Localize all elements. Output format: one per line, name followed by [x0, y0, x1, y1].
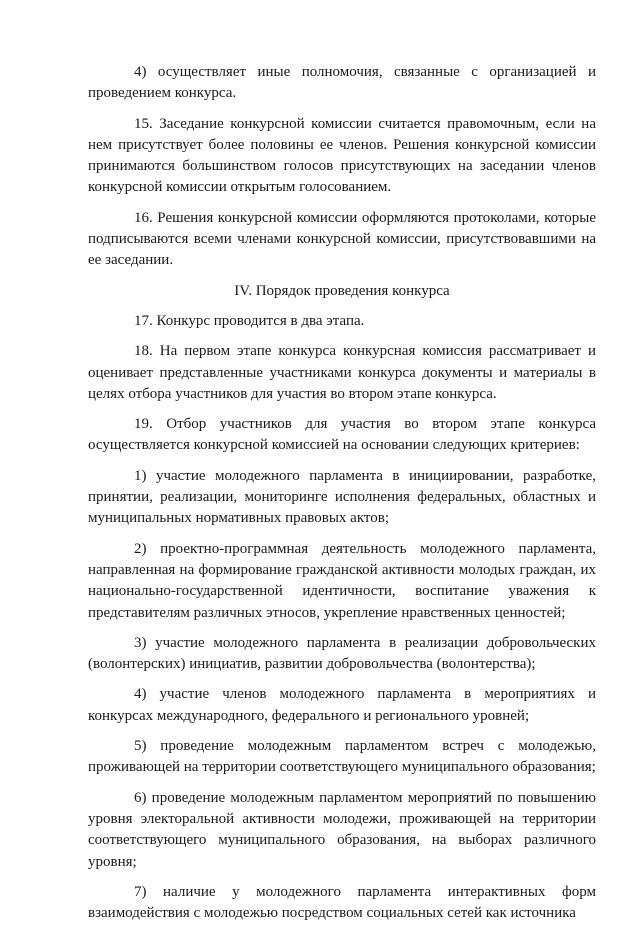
criterion-7: 7) наличие у молодежного парламента интерактивных форм взаимодействия с молодежью посредством социальных сетей как источника	[88, 883, 596, 922]
paragraph-19: 19. Отбор участников для участия во втором этапе конкурса осуществляется конкурсной комиссией на основании следующих критериев:	[88, 416, 596, 454]
paragraph-17: 17. Конкурс проводится в два этапа.	[134, 312, 365, 329]
criterion-2: 2) проектно-программная деятельность молодежного парламента, направленная на формирование гражданской активности молодых граждан, их национально-государственной идентичности, воспитание уважения к представителям различных этносов, укрепление нравственных ценностей;	[88, 540, 596, 621]
criterion-6: 6) проведение молодежным парламентом мероприятий по повышению уровня электоральной активности молодежи, проживающей на территории соответствующего муниципального образования, на выборах различного уровня;	[88, 789, 596, 870]
document-body	[88, 62, 596, 933]
criterion-5: 5) проведение молодежным парламентом встреч с молодежью, проживающей на территории соответствующего муниципального образования;	[88, 738, 596, 776]
paragraph-18: 18. На первом этапе конкурса конкурсная комиссия рассматривает и оценивает представленные участниками конкурса документы и материалы в целях отбора участников для участия во втором этапе конкурса.	[88, 343, 596, 402]
section-heading: IV. Порядок проведения конкурса	[234, 282, 450, 299]
criterion-1: 1) участие молодежного парламента в инициировании, разработке, принятии, реализации, мониторинге исполнения федеральных, областных и муниципальных нормативных правовых актов;	[88, 467, 596, 527]
criterion-4: 4) участие членов молодежного парламента в мероприятиях и конкурсах международного, федерального и регионального уровней;	[88, 686, 596, 724]
criterion-3: 3) участие молодежного парламента в реализации добровольческих (волонтерских) инициатив, развитии добровольчества (волонтерства);	[88, 634, 596, 673]
paragraph-item-4: 4) осуществляет иные полномочия, связанные с организацией и проведением конкурса.	[88, 64, 596, 102]
paragraph-15: 15. Заседание конкурсной комиссии считается правомочным, если на нем присутствует более половины ее членов. Решения конкурсной комиссии принимаются большинством голосов присутствующих на заседании членов конкурсной комиссии открытым голосованием.	[88, 115, 596, 196]
paragraph-16: 16. Решения конкурсной комиссии оформляются протоколами, которые подписываются всеми членами конкурсной комиссии, присутствовавшими на ее заседании.	[88, 209, 596, 269]
